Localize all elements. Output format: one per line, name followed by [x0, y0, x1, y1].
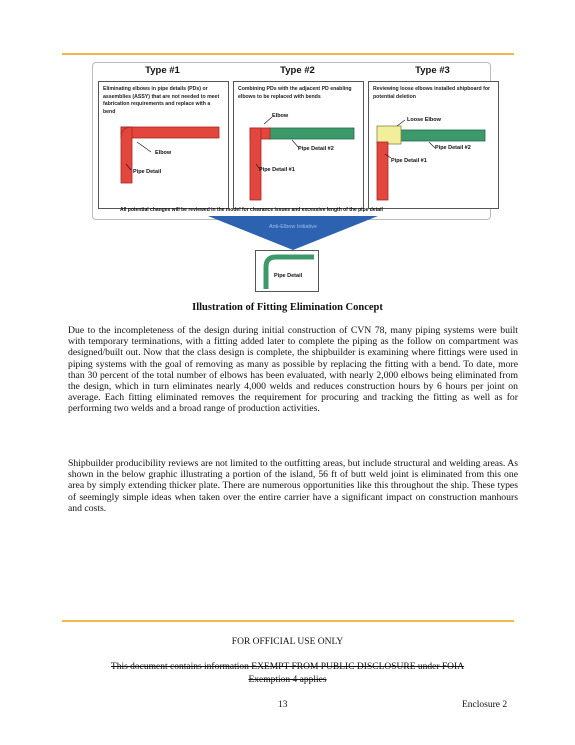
panel-2-pipe-detail-2-label: Pipe Detail #2 — [298, 146, 334, 152]
panel-3-title: Type #3 — [415, 65, 450, 76]
pipe-1-horizontal — [121, 127, 219, 138]
panel-3-pipe-diagram — [369, 82, 498, 208]
result-pipe-detail-label: Pipe Detail — [274, 273, 303, 279]
pipe-3-red-vertical — [377, 142, 388, 200]
panel-type-2 — [233, 81, 364, 209]
fouo-marking: FOR OFFICIAL USE ONLY — [231, 637, 344, 647]
pipe-3-loose-elbow — [377, 126, 401, 144]
panel-type-3 — [368, 81, 499, 209]
foia-notice-line-1: This document contains information EXEMPT FROM PUBLIC DISCLOSURE under FOIA — [110, 662, 465, 672]
foia-notice-line-2: Exemption 4 applies — [248, 675, 327, 685]
figure-heading: Illustration of Fitting Elimination Concept — [192, 302, 383, 313]
loose-elbow-pointer — [397, 120, 405, 126]
panel-3-pipe-detail-2-label: Pipe Detail #2 — [435, 145, 471, 151]
paragraph-1: Due to the incompleteness of the design during initial construction of CVN 78, many piping systems were built with temporary terminations, with a fitting added later to complete the piping as the follow on compartment was designed/built out. Now that the class design is complete, the shipbuilder is examining where fittings were used in piping systems with the goal of removing as many as possible by replacing the fitting with a bend. To date, more than 30 percent of the total number of elbows has been evaluated, with nearly 2,000 elbows being eliminated from the design, which in turn eliminates nearly 4,000 welds and reduces construction hours by 6 hours per joint on average. Each fitting eliminated removes the requirement for procuring and tracking the fitting as well as for performing two welds and a broad range of production activities. — [68, 325, 518, 415]
panel-2-pipe-diagram — [234, 82, 363, 208]
panel-2-elbow-label: Elbow — [272, 113, 289, 119]
panel-2-text: Combining PDs with the adjacent PD enabling elbows to be replaced with bends — [238, 86, 352, 100]
pipe-1-vertical — [121, 127, 132, 183]
review-note: All potential changes will be reviewed in the model for clearance issues and excessive length of the pipe detail — [120, 207, 383, 213]
page-number: 13 — [278, 700, 288, 710]
elbow-1-pointer — [137, 142, 151, 152]
pipe-2-red-vertical — [250, 128, 261, 200]
paragraph-2: Shipbuilder producibility reviews are not limited to the outfitting areas, but include structural and welding areas. As shown in the below graphic illustrating a portion of the island, 56 ft of butt weld joint is eliminated from this one area by simply extending thicker plate. There are numerous opportunities like this throughout the ship. These types of seemingly simple ideas when taken over the entire carrier have a significant impact on construction manhours and costs. — [68, 458, 518, 514]
bent-pipe-icon — [256, 251, 318, 291]
panel-1-pipe-diagram — [99, 82, 228, 208]
panel-3-pipe-detail-1-label: Pipe Detail #1 — [391, 158, 427, 164]
panel-1-title: Type #1 — [145, 65, 180, 76]
bottom-rule — [62, 620, 514, 622]
result-box — [255, 250, 319, 292]
panel-2-title: Type #2 — [280, 65, 315, 76]
enclosure-label: Enclosure 2 — [462, 700, 508, 710]
panel-2-pipe-detail-1-label: Pipe Detail #1 — [259, 167, 295, 173]
panel-1-elbow-label: Elbow — [155, 150, 172, 156]
anti-elbow-initiative-text: Anti-Elbow Initiative — [269, 224, 317, 230]
pipe-2-green-horizontal — [268, 128, 354, 139]
down-arrow-graphic — [208, 216, 378, 250]
panel-type-1 — [98, 81, 229, 209]
panel-3-loose-elbow-label: Loose Elbow — [407, 117, 441, 123]
elbow-2-pointer — [264, 117, 272, 124]
panel-1-text: Eliminating elbows in pipe details (PDs) or assemblies (ASSY) that are not needed to meet fabrication requirements and replace with a bend — [103, 86, 220, 115]
panel-1-pipe-detail-label: Pipe Detail — [133, 169, 162, 175]
panel-3-text: Reviewing loose elbows installed shipboard for potential deletion — [373, 86, 491, 100]
top-rule — [62, 53, 514, 55]
pipe-3-green-horizontal — [399, 130, 485, 141]
